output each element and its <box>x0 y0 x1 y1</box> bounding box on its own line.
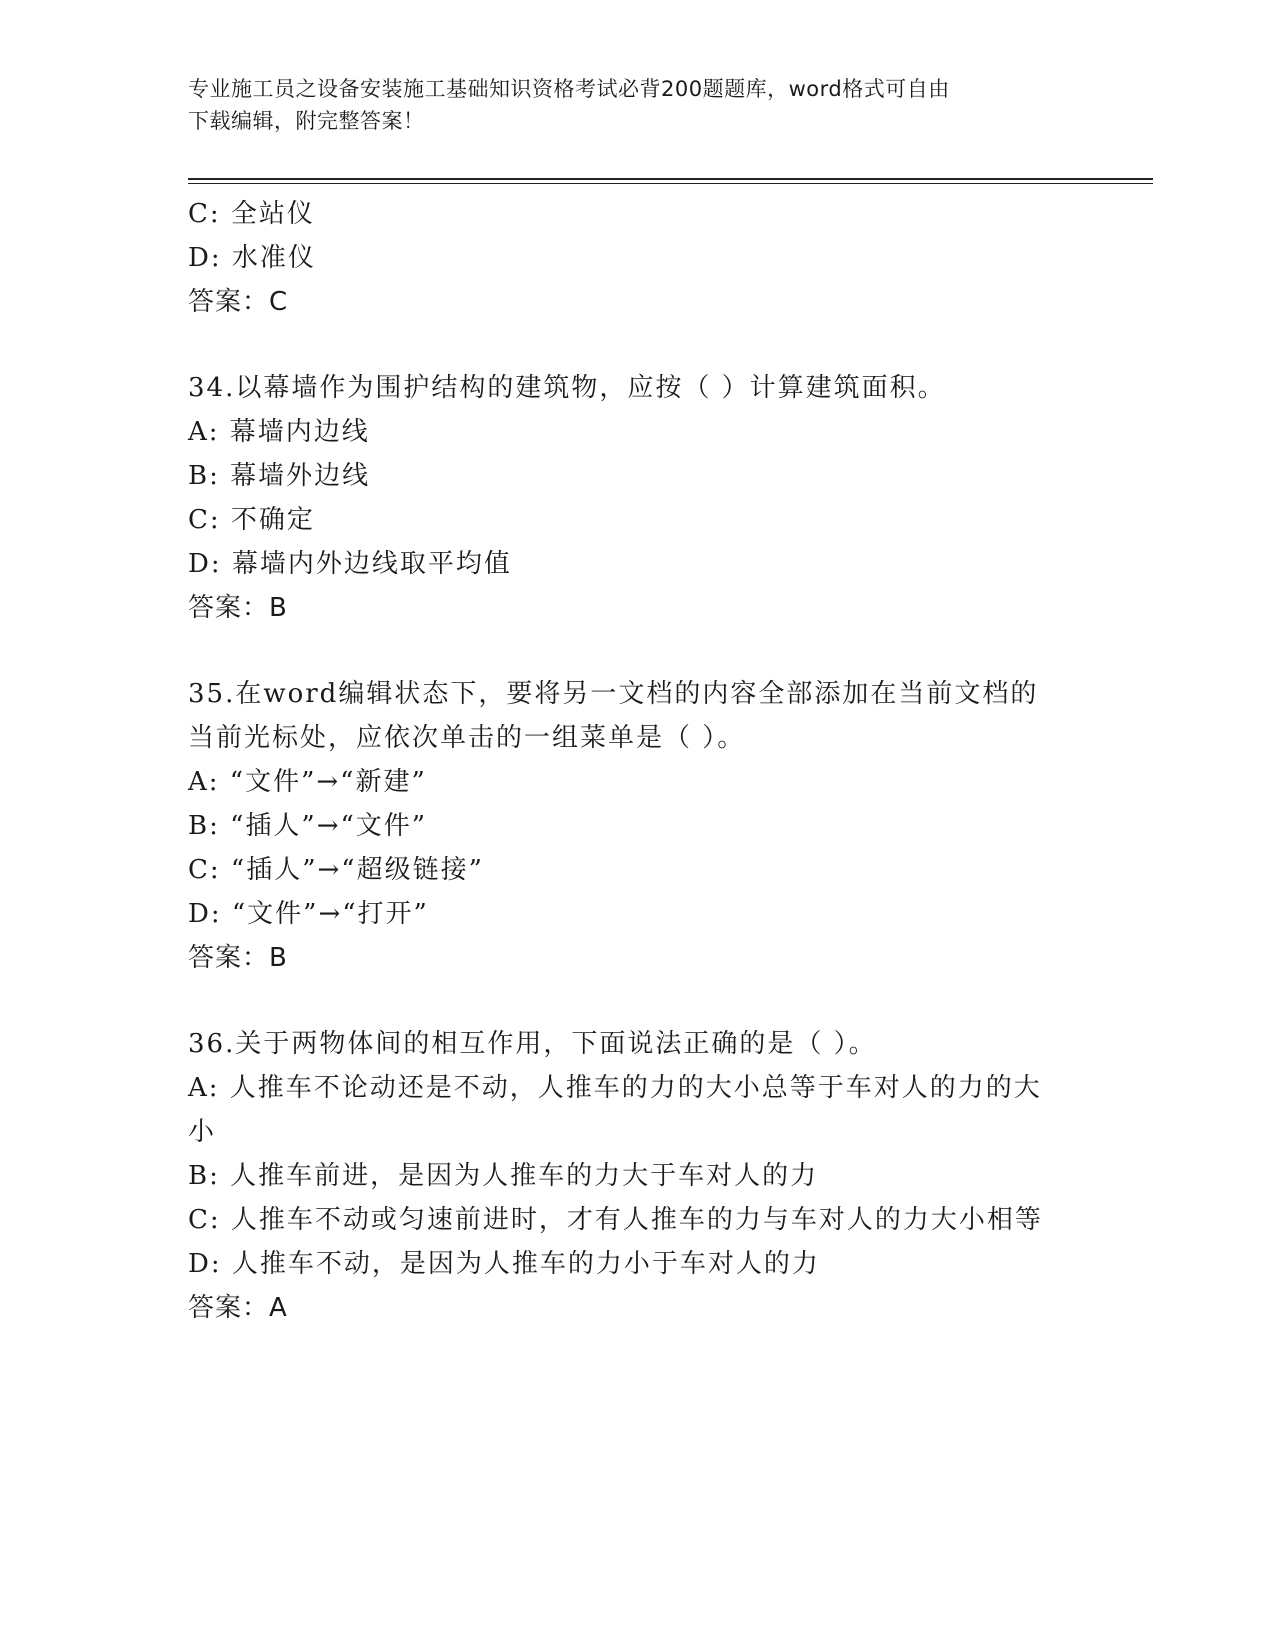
q35-stem-line-2: 当前光标处，应依次单击的一组菜单是（ ）。 <box>188 723 746 753</box>
q35-answer: 答案：B <box>188 943 288 973</box>
q36-option-a-line-2: 小 <box>188 1117 217 1147</box>
q36-answer: 答案：A <box>188 1293 288 1323</box>
q36-option-b: B: 人推车前进，是因为人推车的力大于车对人的力 <box>188 1161 819 1191</box>
q34-option-d: D: 幕墙内外边线取平均值 <box>188 549 512 579</box>
header-divider-thin <box>188 183 1153 184</box>
q35-option-a: A: “文件”→“新建” <box>188 767 427 797</box>
q36-option-c: C: 人推车不动或匀速前进时，才有人推车的力与车对人的力大小相等 <box>188 1205 1043 1235</box>
q34-option-c: C: 不确定 <box>188 505 315 535</box>
q34-answer: 答案：B <box>188 593 288 623</box>
q34-option-a: A: 幕墙内边线 <box>188 417 370 447</box>
header-title-line-2: 下载编辑，附完整答案！ <box>188 109 425 133</box>
q35-option-c: C: “插人”→“超级链接” <box>188 855 484 885</box>
prev-answer: 答案：C <box>188 287 289 317</box>
header-divider-thick <box>188 178 1153 180</box>
header-title-line-1: 专业施工员之设备安装施工基础知识资格考试必背200题题库，word格式可自由 <box>188 77 950 101</box>
q35-option-b: B: “插人”→“文件” <box>188 811 428 841</box>
prev-option-c: C: 全站仪 <box>188 199 315 229</box>
q34-option-b: B: 幕墙外边线 <box>188 461 371 491</box>
q36-stem: 36.关于两物体间的相互作用，下面说法正确的是（ ）。 <box>188 1029 877 1059</box>
document-header <box>188 73 1068 137</box>
q34-stem: 34.以幕墙作为围护结构的建筑物，应按（ ）计算建筑面积。 <box>188 373 946 403</box>
prev-option-d: D: 水准仪 <box>188 243 316 273</box>
q36-option-a-line-1: A: 人推车不论动还是不动，人推车的力的大小总等于车对人的力的大 <box>188 1073 1042 1103</box>
q35-option-d: D: “文件”→“打开” <box>188 899 429 929</box>
q35-stem-line-1: 35.在word编辑状态下，要将另一文档的内容全部添加在当前文档的 <box>188 679 1039 709</box>
q36-option-d: D: 人推车不动，是因为人推车的力小于车对人的力 <box>188 1249 820 1279</box>
